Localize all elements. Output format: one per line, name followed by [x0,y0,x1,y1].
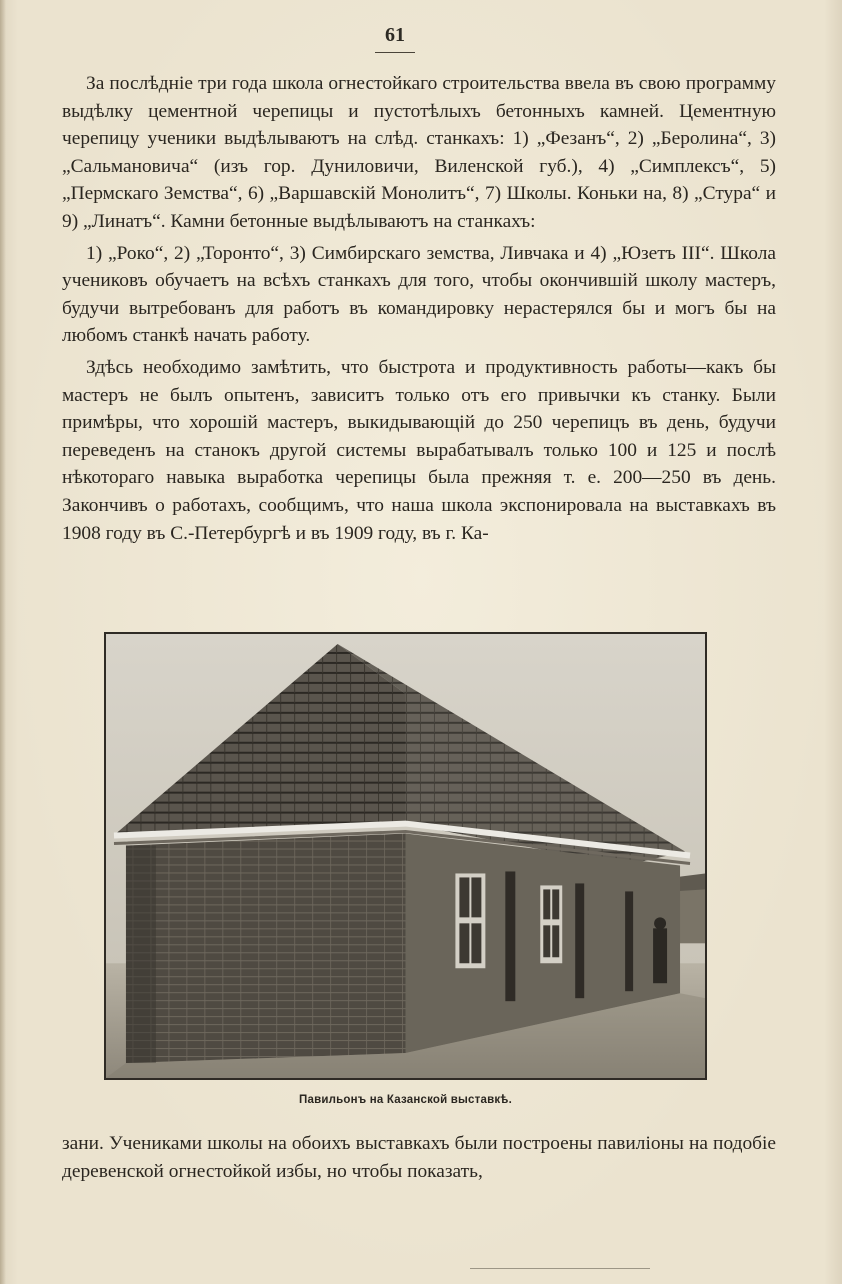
body-text [62,70,776,547]
page-bottom-mark [470,1268,650,1269]
paragraph-1: За послѣдніе три года школа огнестойкаго строительства ввела въ свою программу выдѣлку цементной черепицы и пустотѣлыхъ бетонныхъ камней. Цементную черепицу ученики выдѣлываютъ на слѣд. станкахъ: 1) „Фезанъ“, 2) „Беролина“, 3) „Сальмановича“ (изъ гор. Дуниловичи, Виленской губ.), 4) „Симплексъ“, 5) „Пермскаго Земства“, 6) „Варшавскій Монолитъ“, 7) Школы. Коньки на, 8) „Стура“ и 9) „Линатъ“. Камни бетонные выдѣлываютъ на станкахъ: [62,73,776,232]
page-number: 61 [385,24,405,46]
continuation-text [62,1130,776,1186]
paragraph-3: Здѣсь необходимо замѣтить, что быстрота и продуктивность работы—какъ бы мастеръ не былъ опытенъ, зависитъ только отъ его привычки къ станку. Были примѣры, что хорошій мастеръ, выкидывающій до 250 черепицъ въ день, будучи переведенъ на станокъ другой системы вырабатывалъ только 100 и 125 и послѣ нѣкотораго навыка выработка черепицы была прежняя т. е. 200—250 въ день. Закончивъ о работахъ, сообщимъ, что наша школа экспонировала на выставкахъ въ 1908 году въ С.-Петербургѣ и въ 1909 году, въ г. Ка- [62,356,776,544]
page-edge-shadow [0,0,6,1284]
pavilion-photograph [104,632,707,1080]
page-number-underline [375,52,415,53]
figure-caption: Павильонъ на Казанской выставкѣ. [299,1094,512,1106]
continuation-paragraph: зани. Учениками школы на обоихъ выставкахъ были построены павиліоны на подобіе деревенской огнестойкой избы, но чтобы показать, [62,1133,776,1182]
pavilion-photo-illustration [106,634,705,1078]
paragraph-2: 1) „Роко“, 2) „Торонто“, 3) Симбирскаго земства, Ливчака и 4) „Юзетъ III“. Школа учениковъ обучаетъ на всѣхъ станкахъ для того, чтобы окончившій школу мастеръ, будучи вытребованъ для работъ въ командировку нерастерялся бы и могъ бы на любомъ станкѣ начать работу. [62,242,776,347]
